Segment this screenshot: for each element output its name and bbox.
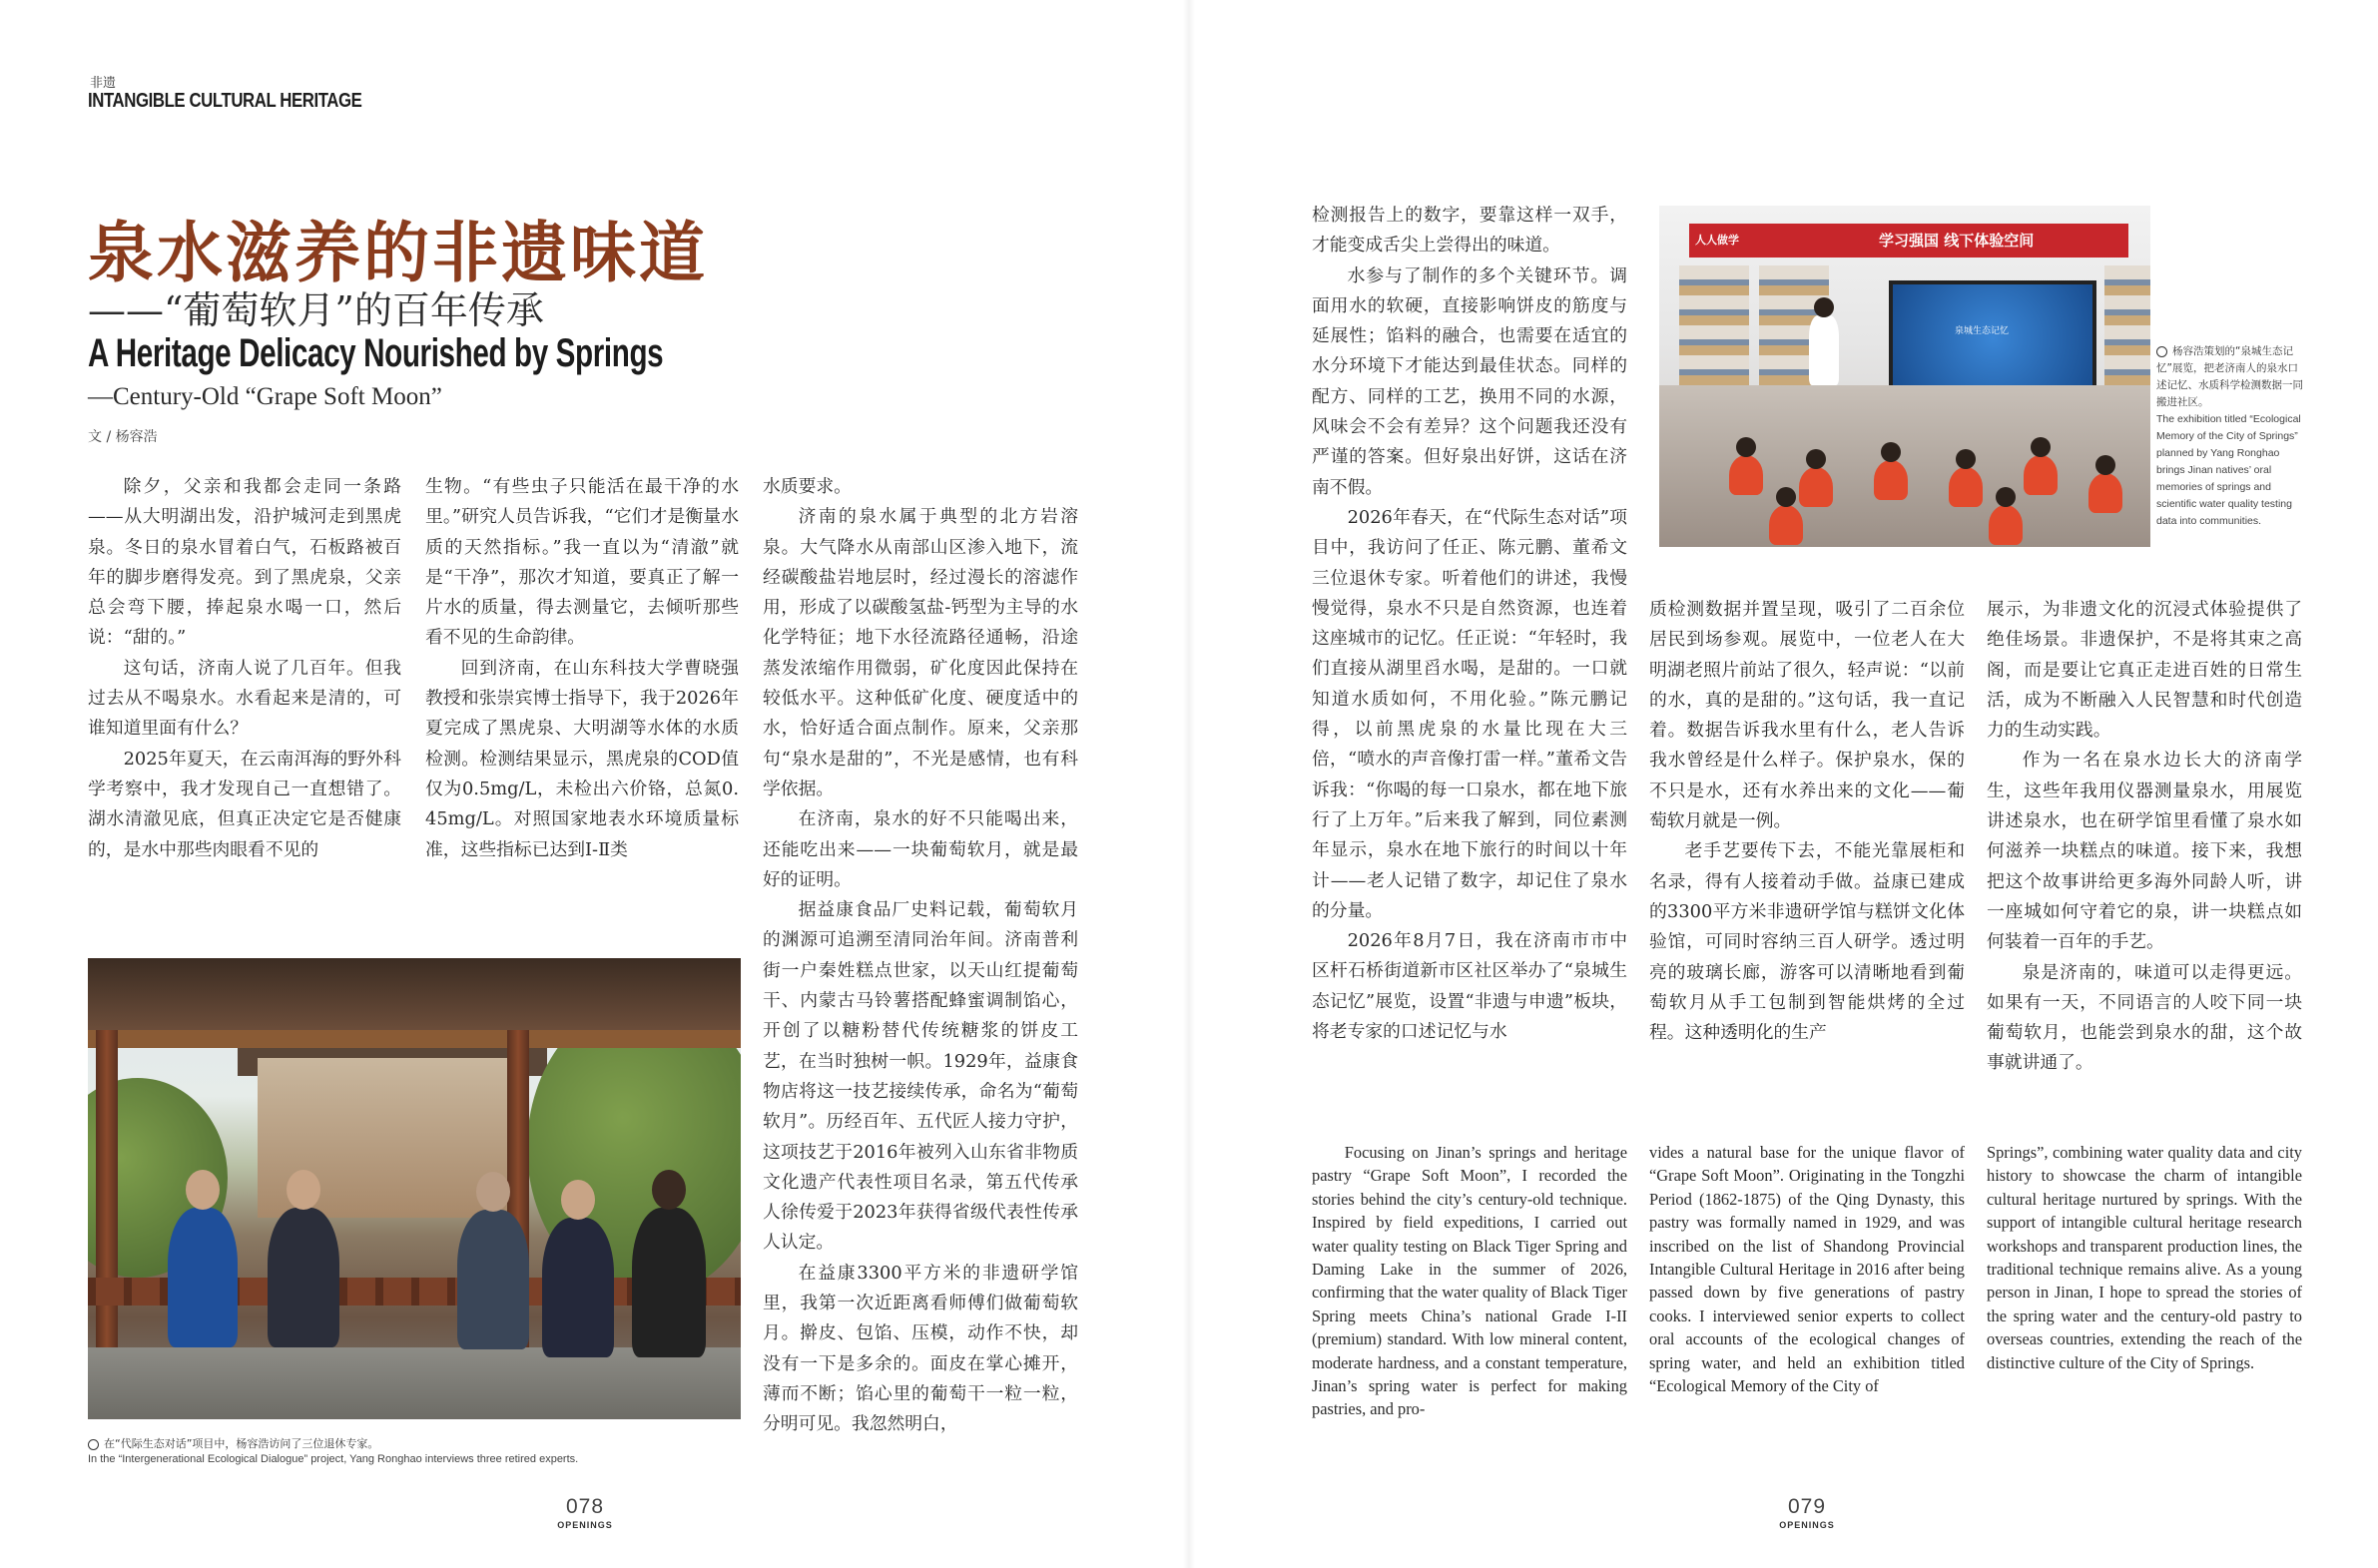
- body-column-5: [1649, 595, 1965, 1079]
- section-label-en: INTANGIBLE CULTURAL HERITAGE: [88, 90, 362, 112]
- paragraph: 据益康食品厂史料记载，葡萄软月的渊源可追溯至清同治年间。济南普利街一户秦姓糕点世家，以天山红提葡萄干、内蒙古马铃薯搭配蜂蜜调制馅心，开创了以糖粉替代传统糖浆的饼皮工艺，在当时独树一帜。1929年，益康食物店将这一技艺接续传承，命名为“葡萄软月”。历经百年、五代匠人接力守护，这项技艺于2016年被列入山东省非物质文化遗产代表性项目名录，第五代传承人徐传爱于2023年获得省级代表性传承人认定。: [763, 899, 1078, 1254]
- caption-text-cn: [2156, 343, 2306, 411]
- presenter-shape: [1809, 315, 1839, 385]
- paragraph: 济南的泉水属于典型的北方岩溶泉。大气降水从南部山区渗入地下，流经碳酸盐岩地层时，经过漫长的溶滤作用，形成了以碳酸氢盐-钙型为主导的水化学特征；地下水径流路径通畅，沿途蒸发浓缩作用微弱，矿化度因此保持在较低水平。这种低矿化度、硬度适中的水，恰好适合面点制作。原来，父亲那句“泉水是甜的”，不光是感情，也有科学依据。: [763, 506, 1078, 799]
- page-gutter: [1183, 0, 1195, 1568]
- caption-bullet-icon: [88, 1439, 99, 1450]
- article-subtitle-en: —Century-Old “Grape Soft Moon”: [88, 383, 442, 410]
- paragraph: 2026年8月7日，我在济南市市中区杆石桥街道新市区社区举办了“泉城生态记忆”展览，设置“非遗与申遗”板块，将老专家的口述记忆与水: [1312, 930, 1627, 1043]
- folio-label: OPENINGS: [557, 1520, 613, 1530]
- page-number: 079: [1787, 1495, 1827, 1518]
- person-shape: [542, 1218, 614, 1357]
- paragraph: 展示，为非遗文化的沉浸式体验提供了绝佳场景。非遗保护，不是将其束之高阁，而是要让它真正走进百姓的日常生活，成为不断融入人民智慧和时代创造力的生动实践。: [1987, 599, 2302, 742]
- paragraph: 水质要求。: [763, 476, 852, 497]
- english-column-3: [1987, 1141, 2302, 1470]
- paragraph: 水参与了制作的多个关键环节。调面用水的软硬，直接影响饼皮的筋度与延展性；馅料的融合，也需要在适宜的水分环境下才能达到最佳状态。同样的配方、同样的工艺，换用不同的水源，风味会不会有差异？这个问题我还没有严谨的答案。但好泉出好饼，这话在济南不假。: [1312, 264, 1627, 498]
- student-head-shape: [1736, 437, 1756, 457]
- paragraph: 作为一名在泉水边长大的济南学生，这些年我用仪器测量泉水，用展览讲述泉水，也在研学馆里看懂了泉水如何滋养一块糕点的味道。接下来，我想把这个故事讲给更多海外同龄人听，讲一座城如何守着它的泉，讲一块糕点如何装着一百年的手艺。: [1987, 750, 2302, 953]
- screen-title: 泉城生态记忆: [1955, 326, 2010, 336]
- paragraph: 质检测数据并置呈现，吸引了二百余位居民到场参观。展览中，一位老人在大明湖老照片前站了很久，轻声说：“以前的水，真的是甜的。”这句话，我一直记着。数据告诉我水里有什么，老人告诉我水曾经是什么样子。保护泉水，保的不只是水，还有水养出来的文化——葡萄软月就是一例。: [1649, 599, 1965, 832]
- photo-caption-en: In the “Intergenerational Ecological Dialogue” project, Yang Ronghao interviews three retired experts.: [88, 1453, 579, 1465]
- english-paragraph: Springs”, combining water quality data and city history to showcase the charm of intangible cultural heritage nurtured by springs. With the support of intangible cultural heritage research workshops and transparent production lines, the traditional technique remains alive. As a young person in Jinan, I hope to spread the stories of the spring water and the century-old pastry to overseas countries, extending the reach of the distinctive culture of the City of Springs.: [1987, 1143, 2302, 1372]
- student-head-shape: [1806, 449, 1826, 469]
- person-head-shape: [476, 1172, 510, 1212]
- body-column-4: [1312, 201, 1627, 1079]
- section-label-cn: 非遗: [90, 76, 117, 91]
- student-shape: [1874, 460, 1908, 500]
- article-title-cn: 泉水滋养的非遗味道: [88, 214, 708, 291]
- body-column-2: [425, 472, 739, 871]
- banner-text-right: 学习强国 线下体验空间: [1879, 232, 2035, 250]
- pavilion-beam-shape: [88, 1030, 741, 1048]
- student-shape: [2024, 455, 2058, 495]
- folio-label: OPENINGS: [1779, 1520, 1835, 1530]
- english-paragraph: vides a natural base for the unique flavor of “Grape Soft Moon”. Originating in the Tongzhi Period (1862-1875) of the Qing Dynasty, this pastry was formally named in 1929, and was inscribed on the list of Shandong Provincial Intangible Cultural Heritage in 2016 after being passed down by five generations of pastry cooks. I interviewed senior experts to collect oral accounts of the ecological changes of spring water, and held an exhibition titled “Ecological Memory of the City of: [1649, 1143, 1965, 1396]
- english-column-1: [1312, 1141, 1627, 1470]
- paragraph: 在益康3300平方米的非遗研学馆里，我第一次近距离看师傅们做葡萄软月。擀皮、包馅、压模，动作不快，却没有一下是多余的。面皮在掌心摊开，薄而不断；馅心里的葡萄干一粒一粒，分明可见。我忽然明白，: [763, 1262, 1078, 1435]
- person-head-shape: [287, 1170, 320, 1210]
- page-number-right: [1747, 1495, 1867, 1530]
- paragraph: 2026年春天，在“代际生态对话”项目中，我访问了任正、陈元鹏、董希文三位退休专家。听着他们的讲述，我慢慢觉得，泉水不只是自然资源，也连着这座城市的记忆。任正说：“年轻时，我们直接从湖里舀水喝，是甜的。一口就知道水质如何，不用化验。”陈元鹏记得，以前黑虎泉的水量比现在大三倍，“喷水的声音像打雷一样。”董希文告诉我：“你喝的每一口泉水，都在地下旅行了上万年。”后来我了解到，同位素测年显示，泉水在地下旅行的时间以十年计——老人记错了数字，却记住了泉水的分量。: [1312, 506, 1627, 921]
- paragraph: 检测报告上的数字，要靠这样一双手，才能变成舌尖上尝得出的味道。: [1312, 205, 1627, 257]
- student-head-shape: [1776, 487, 1796, 507]
- body-column-1: [88, 472, 401, 871]
- photo-caption-cn: [88, 1435, 378, 1451]
- person-shape: [268, 1208, 339, 1347]
- caption-text-en: The exhibition titled “Ecological Memory of the City of Springs” planned by Yang Ronghao brings Jinan natives’ oral memories of springs and scientific water quality testing data into communities.: [2156, 413, 2301, 527]
- paragraph: 生物。“有些虫子只能活在最干净的水里。”研究人员告诉我，“它们才是衡量水质的天然指标。”我一直以为“清澈”就是“干净”，那次才知道，要真正了解一片水的质量，得去测量它，去倾听那些看不见的生命韵律。: [425, 476, 739, 649]
- english-paragraph: Focusing on Jinan’s springs and heritage pastry “Grape Soft Moon”, I recorded the stories behind the city’s century-old technique. Inspired by field expeditions, I carried out water quality testing on Black Tiger Spring and Daming Lake in the summer of 2026, confirming that the water quality of Black Tiger Spring meets China’s national Grade I-II (premium) standard. With low mineral content, moderate hardness, and a constant temperature, Jinan’s spring water is perfect for making pastries, and pro-: [1312, 1143, 1627, 1419]
- photo-caption-right: [2156, 343, 2306, 530]
- student-shape: [1729, 455, 1763, 495]
- caption-text: 杨容浩策划的“泉城生态记忆”展览，把老济南人的泉水口述记忆、水质科学检测数据一同搬进社区。: [2156, 345, 2303, 408]
- exhibition-photo: [1659, 206, 2150, 547]
- paragraph: 除夕，父亲和我都会走同一条路——从大明湖出发，沿护城河走到黑虎泉。冬日的泉水冒着白气，石板路被百年的脚步磨得发亮。到了黑虎泉，父亲总会弯下腰，捧起泉水喝一口，然后说：“甜的。”: [88, 476, 401, 649]
- student-shape: [1989, 505, 2023, 545]
- student-shape: [1949, 467, 1983, 507]
- student-head-shape: [2095, 455, 2115, 475]
- paragraph: 泉是济南的，味道可以走得更远。如果有一天，不同语言的人咬下同一块葡萄软月，也能尝到泉水的甜，这个故事就讲通了。: [1987, 961, 2302, 1074]
- paragraph: 2025年夏天，在云南洱海的野外科学考察中，我才发现自己一直想错了。湖水清澈见底，但真正决定它是否健康的，是水中那些肉眼看不见的: [88, 748, 401, 860]
- person-head-shape: [652, 1170, 686, 1210]
- english-column-2: [1649, 1141, 1965, 1470]
- body-column-6: [1987, 595, 2302, 1079]
- body-column-3: [763, 472, 1078, 1470]
- paragraph: 这句话，济南人说了几百年。但我过去从不喝泉水。水看起来是清的，可谁知道里面有什么？: [88, 657, 401, 740]
- banner-text-left: 人人做学: [1695, 234, 1739, 247]
- presenter-head-shape: [1814, 297, 1834, 317]
- byline: 文 / 杨容浩: [88, 429, 158, 445]
- caption-text: 在“代际生态对话”项目中，杨容浩访问了三位退休专家。: [104, 1437, 379, 1450]
- student-head-shape: [1956, 449, 1976, 469]
- student-shape: [1799, 467, 1833, 507]
- person-shape: [457, 1210, 529, 1349]
- caption-bullet-icon: [2156, 346, 2167, 357]
- student-head-shape: [1996, 487, 2016, 507]
- page-number: 078: [565, 1495, 605, 1518]
- interview-photo: [88, 958, 741, 1419]
- person-shape: [632, 1208, 706, 1357]
- student-shape: [2088, 473, 2122, 513]
- floor-shape: [88, 1347, 741, 1419]
- article-title-en: A Heritage Delicacy Nourished by Springs: [88, 331, 664, 375]
- page-number-left: [525, 1495, 645, 1530]
- paragraph: 在济南，泉水的好不只能喝出来，还能吃出来——一块葡萄软月，就是最好的证明。: [763, 808, 1078, 890]
- article-subtitle-cn: ——“葡萄软月”的百年传承: [88, 288, 544, 332]
- paragraph: 回到济南，在山东科技大学曹晓强教授和张崇宾博士指导下，我于2026年夏完成了黑虎泉、大明湖等水体的水质检测。检测结果显示，黑虎泉的COD值仅为0.5mg/L，未检出六价铬，总氮0.45mg/L。对照国家地表水环境质量标准，这些指标已达到Ⅰ-Ⅱ类: [425, 657, 739, 860]
- pavilion-roof-shape: [88, 958, 741, 1030]
- person-head-shape: [186, 1170, 220, 1210]
- student-head-shape: [2031, 437, 2051, 457]
- student-head-shape: [1881, 442, 1901, 462]
- student-shape: [1769, 505, 1803, 545]
- person-shape: [168, 1208, 238, 1347]
- person-head-shape: [561, 1180, 595, 1220]
- paragraph: 老手艺要传下去，不能光靠展柜和名录，得有人接着动手做。益康已建成的3300平方米非遗研学馆与糕饼文化体验馆，可同时容纳三百人研学。透过明亮的玻璃长廊，游客可以清晰地看到葡萄软月从手工包制到智能烘烤的全过程。这种透明化的生产: [1649, 840, 1965, 1044]
